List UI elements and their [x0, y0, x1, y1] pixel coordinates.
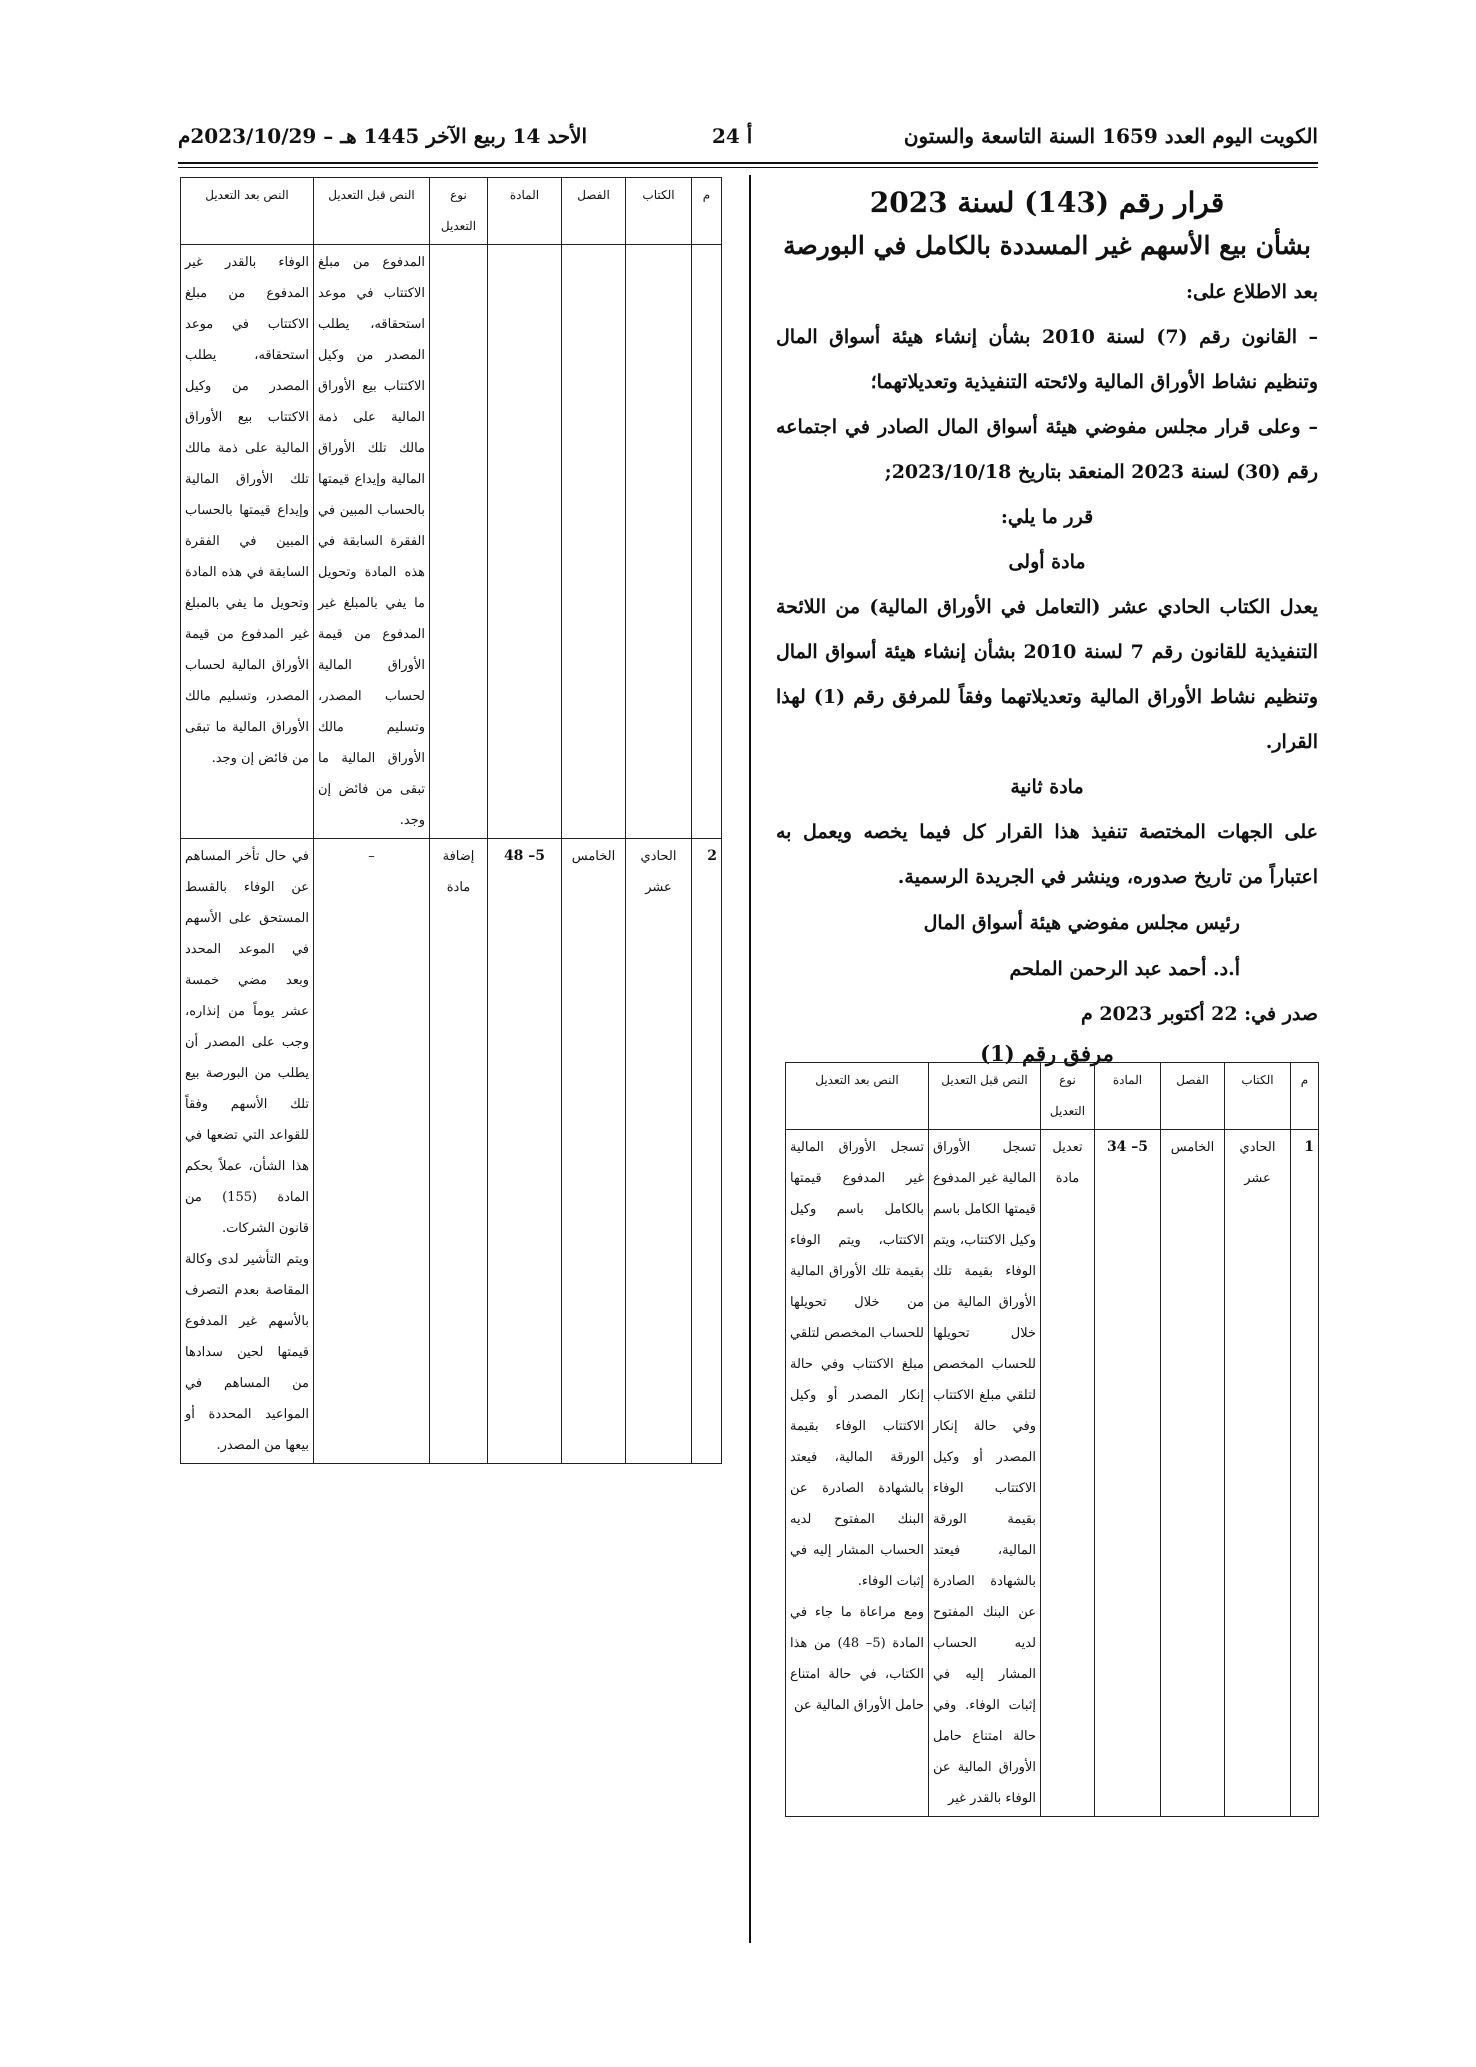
row-text-before: المدفوع من مبلغ الاكتتاب في موعد استحقاقه، يطلب المصدر من وكيل الاكتتاب بيع الأوراق المالية على ذمة مالك تلك الأوراق المالية وإيداع قيمتها بالحساب المبين في الفقرة السابقة في هذه المادة وتحويل ما يفي بالمبلغ غير المدفوع من قيمة الأوراق المالية لحساب المصدر، وتسليم مالك الأوراق المالية ما تبقى من فائض إن وجد.	[314, 245, 430, 839]
table-row	[181, 839, 722, 1464]
gazette-issue: الكويت اليوم العدد 1659 السنة التاسعة والستون	[903, 124, 1318, 148]
col-header-article: المادة	[488, 178, 562, 245]
col-header-book: الكتاب	[626, 178, 692, 245]
decision-subject: بشأن بيع الأسهم غير المسددة بالكامل في البورصة	[783, 231, 1311, 260]
annex-table-part-1	[785, 1062, 1319, 1817]
article-2-title: مادة ثانية	[1010, 776, 1084, 798]
row-type: إضافة مادة	[430, 839, 488, 1464]
row-chapter	[562, 245, 626, 839]
row-chapter: الخامس	[562, 839, 626, 1464]
row-type: تعديل مادة	[1041, 1130, 1095, 1817]
row-text-after-para-1: في حال تأخر المساهم عن الوفاء بالقسط المستحق على الأسهم في الموعد المحدد وبعد مضي خمسة عشر يوماً من إنذاره، وجب على المصدر أن يطلب من البورصة بيع تلك الأسهم وفقاً للقواعد التي تضعها في هذا الشأن، عملاً بحكم المادة (155) من قانون الشركات.	[185, 849, 309, 1236]
header-rule	[178, 162, 1318, 164]
decision-title: قرار رقم (143) لسنة 2023	[869, 186, 1225, 219]
row-text-after: الوفاء بالقدر غير المدفوع من مبلغ الاكتتاب في موعد استحقاقه، يطلب المصدر من وكيل الاكتتاب بيع الأوراق المالية على ذمة مالك تلك الأوراق المالية وإيداع قيمتها بالحساب المبين في الفقرة السابقة في هذه المادة وتحويل ما يفي بالمبلغ غير المدفوع من قيمة الأوراق المالية لحساب المصدر، وتسليم مالك الأوراق المالية ما تبقى من فائض إن وجد.	[181, 245, 314, 839]
row-text-after-para-2: ويتم التأشير لدى وكالة المقاصة بعدم التصرف بالأسهم غير المدفوع قيمتها لحين سدادها من المساهم في المواعيد المحددة أو بيعها من المصدر.	[185, 1252, 309, 1453]
signer-title: رئيس مجلس مفوضي هيئة أسواق المال	[923, 912, 1240, 934]
col-header-type: نوع التعديل	[1041, 1063, 1095, 1130]
row-text-after	[181, 839, 314, 1464]
col-header-before: النص قبل التعديل	[929, 1063, 1041, 1130]
row-number	[692, 245, 722, 839]
row-text-before: –	[314, 839, 430, 1464]
row-number: 2	[692, 839, 722, 1464]
col-header-chapter: الفصل	[1161, 1063, 1225, 1130]
row-book: الحادي عشر	[1225, 1130, 1291, 1817]
page-number: أ 24	[712, 124, 753, 148]
row-article: 5– 34	[1095, 1130, 1161, 1817]
row-book: الحادي عشر	[626, 839, 692, 1464]
signer-name: أ.د. أحمد عبد الرحمن الملحم	[1009, 958, 1240, 980]
col-header-after: النص بعد التعديل	[786, 1063, 929, 1130]
col-header-book: الكتاب	[1225, 1063, 1291, 1130]
table-row	[786, 1130, 1319, 1817]
row-book	[626, 245, 692, 839]
table-row	[181, 245, 722, 839]
row-text-before: تسجل الأوراق المالية غير المدفوع قيمتها الكامل باسم وكيل الاكتتاب، ويتم الوفاء بقيمة تلك الأوراق المالية من خلال تحويلها للحساب المخصص لتلقي مبلغ الاكتتاب وفي حالة إنكار المصدر أو وكيل الاكتتاب الوفاء بقيمة الورقة المالية، فيعتد بالشهادة الصادرة عن البنك المفتوح لديه الحساب المشار إليه في إثبات الوفاء. وفي حالة امتناع حامل الأوراق المالية عن الوفاء بالقدر غير	[929, 1130, 1041, 1817]
decision-column	[776, 178, 1318, 1068]
article-2-text: على الجهات المختصة تنفيذ هذا القرار كل فيما يخصه ويعمل به اعتباراً من تاريخ صدوره، وينشر في الجريدة الرسمية.	[776, 821, 1318, 888]
issue-date-line: صدر في: 22 أكتوبر 2023 م	[1080, 1003, 1318, 1025]
col-header-article: المادة	[1095, 1063, 1161, 1130]
row-article: 5– 48	[488, 839, 562, 1464]
row-text-after-para-2: ومع مراعاة ما جاء في المادة (5– 48) من هذا الكتاب، في حالة امتناع حامل الأوراق المالية عن	[790, 1605, 924, 1713]
annex-title: مرفق رقم (1)	[980, 1041, 1114, 1066]
header-rule-thin	[178, 167, 1318, 168]
row-number: 1	[1291, 1130, 1319, 1817]
col-header-type: نوع التعديل	[430, 178, 488, 245]
col-header-number: م	[1291, 1063, 1319, 1130]
page-header	[178, 118, 1318, 164]
row-text-after-para-1: تسجل الأوراق المالية غير المدفوع قيمتها بالكامل باسم وكيل الاكتتاب، ويتم الوفاء بقيمة تلك الأوراق المالية من خلال تحويلها للحساب المخصص لتلقي مبلغ الاكتتاب وفي حالة إنكار المصدر أو وكيل الاكتتاب الوفاء بقيمة الورقة المالية، فيعتد بالشهادة الصادرة عن البنك المفتوح لديه الحساب المشار إليه في إثبات الوفاء.	[790, 1140, 924, 1589]
law-reference: – القانون رقم (7) لسنة 2010 بشأن إنشاء هيئة أسواق المال وتنظيم نشاط الأوراق المالية ولائحته التنفيذية وتعديلاتهما؛	[776, 326, 1318, 393]
row-chapter: الخامس	[1161, 1130, 1225, 1817]
col-header-chapter: الفصل	[562, 178, 626, 245]
col-header-before: النص قبل التعديل	[314, 178, 430, 245]
row-type	[430, 245, 488, 839]
issue-date: الأحد 14 ربيع الآخر 1445 هـ – 2023/10/29م	[178, 124, 588, 148]
table-header-row	[786, 1063, 1319, 1130]
row-article	[488, 245, 562, 839]
column-separator	[749, 175, 751, 1943]
col-header-number: م	[692, 178, 722, 245]
row-text-after	[786, 1130, 929, 1817]
article-1-title: مادة أولى	[1008, 551, 1086, 573]
article-1-text: يعدل الكتاب الحادي عشر (التعامل في الأوراق المالية) من اللائحة التنفيذية للقانون رقم 7 لسنة 2010 بشأن إنشاء هيئة أسواق المال وتنظيم نشاط الأوراق المالية وتعديلاتهما وفقاً للمرفق رقم (1) لهذا القرار.	[776, 596, 1318, 753]
col-header-after: النص بعد التعديل	[181, 178, 314, 245]
board-reference: – وعلى قرار مجلس مفوضي هيئة أسواق المال الصادر في اجتماعه رقم (30) لسنة 2023 المنعقد بتاريخ 2023/10/18;	[776, 416, 1318, 483]
after-review: بعد الاطلاع على:	[1185, 281, 1318, 303]
annex-table-part-2	[180, 177, 722, 1464]
table-header-row	[181, 178, 722, 245]
decided-heading: قرر ما يلي:	[1000, 506, 1094, 528]
